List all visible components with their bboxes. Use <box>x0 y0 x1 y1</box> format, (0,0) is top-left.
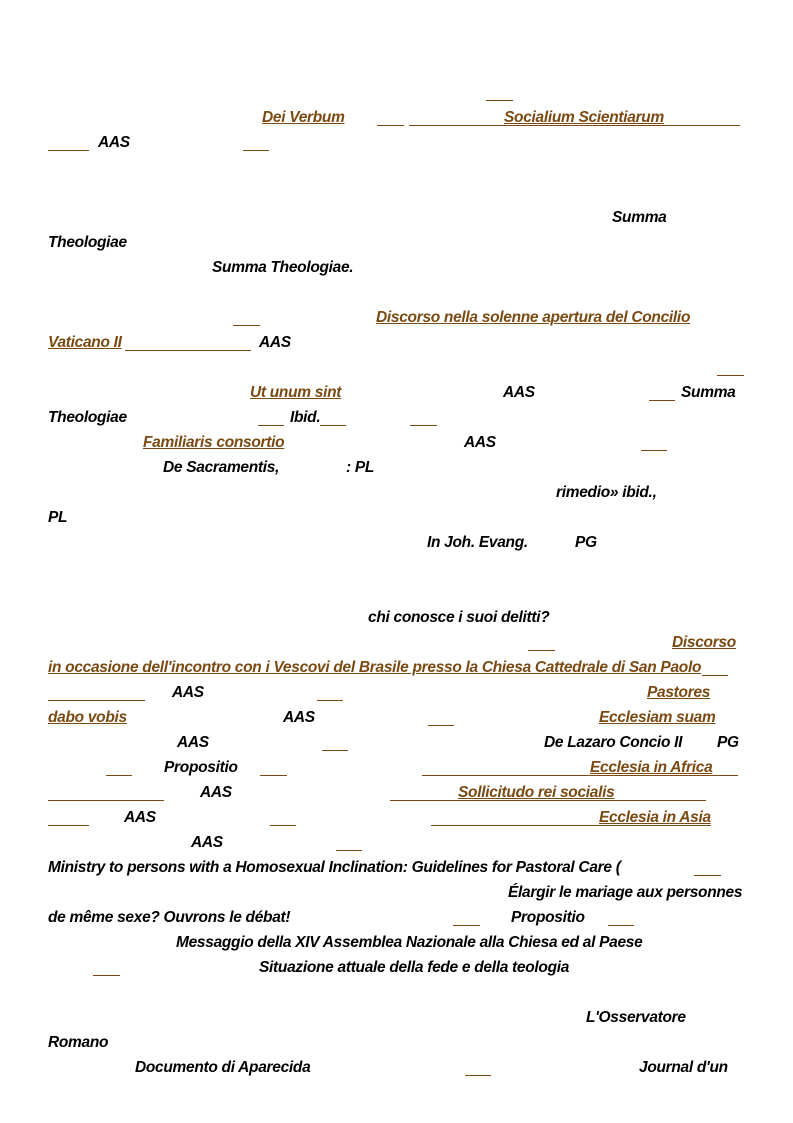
footnote-mark <box>377 125 404 126</box>
citation-abbrev: PG <box>575 534 597 551</box>
footnote-mark <box>641 450 667 451</box>
citation-text: Journal d'un <box>639 1059 728 1076</box>
citation-link[interactable]: Familiaris consortio <box>143 434 285 451</box>
citation-text: Propositio <box>164 759 238 776</box>
citation-text: Ministry to persons with a Homosexual Inclination: Guidelines for Pastoral Care ( <box>48 859 621 876</box>
footnote-mark <box>322 750 348 751</box>
citation-text: Theologiae <box>48 234 127 251</box>
citation-link[interactable]: Socialium Scientiarum <box>504 109 664 126</box>
citation-abbrev: AAS <box>124 809 156 826</box>
citation-text: Romano <box>48 1034 109 1051</box>
citation-text: Situazione attuale della fede e della teologia <box>259 959 570 976</box>
citation-link[interactable]: Ut unum sint <box>250 384 342 401</box>
link-underline <box>48 150 89 151</box>
citation-abbrev: AAS <box>200 784 232 801</box>
citation-text: Messaggio della XIV Assemblea Nazionale alla Chiesa ed al Paese <box>176 934 643 951</box>
citation-text: : PL <box>346 459 375 476</box>
citation-link[interactable]: dabo vobis <box>48 709 127 726</box>
footnote-mark <box>106 775 132 776</box>
citation-abbrev: AAS <box>172 684 204 701</box>
footnote-mark <box>528 650 555 651</box>
citation-link[interactable]: Pastores <box>647 684 711 701</box>
footnote-mark <box>320 425 346 426</box>
footnote-mark <box>453 925 480 926</box>
link-underline <box>48 800 164 801</box>
footnote-mark <box>336 850 362 851</box>
citation-text: Propositio <box>511 909 585 926</box>
footnote-mark <box>258 425 284 426</box>
citation-abbrev: AAS <box>191 834 223 851</box>
footnote-mark <box>428 725 454 726</box>
footnote-mark <box>260 775 287 776</box>
link-underline <box>48 825 89 826</box>
footnote-mark <box>317 700 343 701</box>
citation-text: In Joh. Evang. <box>427 534 528 551</box>
citation-abbrev: AAS <box>98 134 130 151</box>
citation-text: De Sacramentis, <box>163 459 280 476</box>
citation-abbrev: PL <box>48 509 68 526</box>
citation-link[interactable]: Vaticano II <box>48 334 122 351</box>
citation-link[interactable]: Discorso nella solenne apertura del Concilio <box>376 309 691 326</box>
footnote-mark <box>93 975 120 976</box>
citation-link[interactable]: Ecclesia in Africa <box>590 759 713 776</box>
footnote-mark <box>608 925 634 926</box>
link-underline <box>125 350 251 351</box>
citation-text: Summa Theologiae. <box>212 259 354 276</box>
footnote-mark <box>270 825 296 826</box>
citation-link[interactable]: Discorso <box>672 634 736 651</box>
citation-text: Theologiae <box>48 409 127 426</box>
citation-text: Summa <box>681 384 736 401</box>
footnote-mark <box>233 325 260 326</box>
citation-text: Ibid. <box>290 409 321 426</box>
link-underline <box>48 700 145 701</box>
citation-link[interactable]: Dei Verbum <box>262 109 345 126</box>
footnote-mark <box>694 875 721 876</box>
link-underline <box>702 675 728 676</box>
citation-abbrev: PG <box>717 734 739 751</box>
citation-text: Élargir le mariage aux personnes <box>508 884 743 901</box>
citation-text: Documento di Aparecida <box>135 1059 311 1076</box>
footnote-mark <box>243 150 269 151</box>
citation-link[interactable]: in occasione dell'incontro con i Vescovi del Brasile presso la Chiesa Cattedrale di San Paolo <box>48 659 702 676</box>
citation-text: Summa <box>612 209 667 226</box>
citation-link[interactable]: Ecclesiam suam <box>599 709 716 726</box>
citation-link[interactable]: Ecclesia in Asia <box>599 809 711 826</box>
citation-abbrev: AAS <box>177 734 209 751</box>
citation-abbrev: AAS <box>503 384 535 401</box>
citation-text: rimedio» ibid., <box>556 484 657 501</box>
citation-abbrev: AAS <box>464 434 496 451</box>
footnote-mark <box>649 400 675 401</box>
citation-text: de même sexe? Ouvrons le débat! <box>48 909 291 926</box>
citation-link[interactable]: Sollicitudo rei socialis <box>458 784 615 801</box>
footnote-mark <box>465 1075 491 1076</box>
citation-abbrev: AAS <box>283 709 315 726</box>
citation-text: L'Osservatore <box>586 1009 686 1026</box>
footnote-mark <box>410 425 437 426</box>
citation-text: chi conosce i suoi delitti? <box>368 609 550 626</box>
citation-abbrev: AAS <box>259 334 291 351</box>
citation-text: De Lazaro Concio II <box>544 734 683 751</box>
footnote-mark <box>717 375 744 376</box>
footnote-mark <box>486 100 513 101</box>
